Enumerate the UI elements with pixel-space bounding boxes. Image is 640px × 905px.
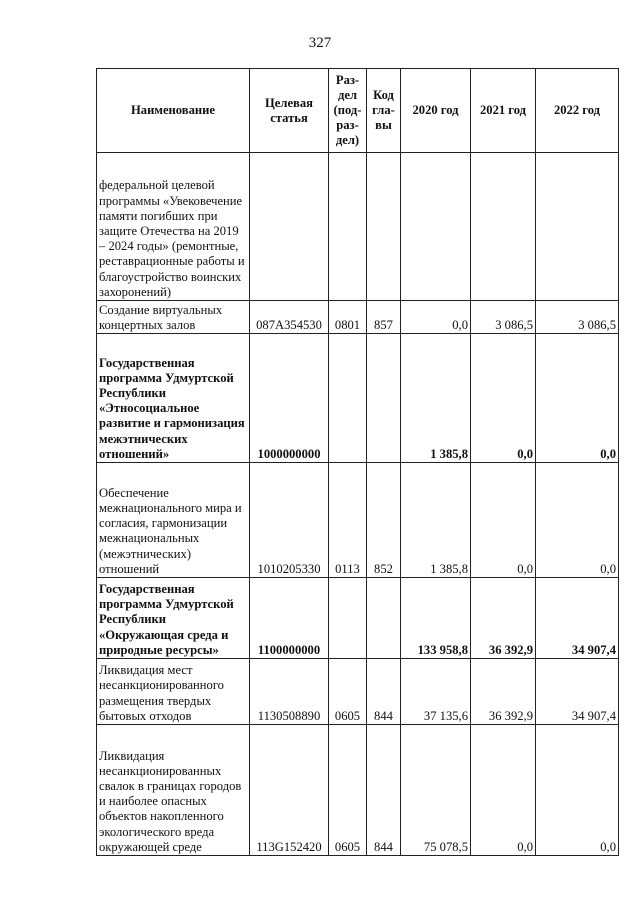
row-2021: 0,0 [471, 334, 536, 463]
row-name: Государственная программа Удмуртской Республики «Этносоциальное развитие и гармонизация межэтнических отношений» [97, 334, 250, 463]
row-name: Обеспечение межнационального мира и согласия, гармонизации межнациональных (межэтнических) отношений [97, 463, 250, 578]
row-section [329, 153, 367, 301]
col-header-section: Раз- дел (под- раз- дел) [329, 69, 367, 153]
col-header-chapter: Код гла- вы [367, 69, 401, 153]
col-header-2021: 2021 год [471, 69, 536, 153]
row-target: 1100000000 [250, 578, 329, 659]
row-section [329, 334, 367, 463]
row-name: Ликвидация мест несанкционированного размещения твердых бытовых отходов [97, 659, 250, 725]
row-2021: 0,0 [471, 463, 536, 578]
row-2022: 34 907,4 [536, 659, 619, 725]
row-2022: 3 086,5 [536, 301, 619, 334]
row-chapter: 857 [367, 301, 401, 334]
row-target: 1130508890 [250, 659, 329, 725]
row-2020: 133 958,8 [401, 578, 471, 659]
row-name: Государственная программа Удмуртской Республики «Окружающая среда и природные ресурсы» [97, 578, 250, 659]
row-chapter [367, 334, 401, 463]
row-name: Ликвидация несанкционированных свалок в границах городов и наиболее опасных объектов накопленного экологического вреда окружающей среде [97, 725, 250, 856]
row-2020: 1 385,8 [401, 463, 471, 578]
row-2020: 1 385,8 [401, 334, 471, 463]
table-row-program [97, 578, 619, 659]
row-name: Создание виртуальных концертных залов [97, 301, 250, 334]
row-2020 [401, 153, 471, 301]
table-row [97, 301, 619, 334]
row-2020: 37 135,6 [401, 659, 471, 725]
row-target [250, 153, 329, 301]
row-2022: 34 907,4 [536, 578, 619, 659]
col-header-2020: 2020 год [401, 69, 471, 153]
row-2022 [536, 153, 619, 301]
table-row [97, 463, 619, 578]
row-2021: 0,0 [471, 725, 536, 856]
row-2021: 3 086,5 [471, 301, 536, 334]
row-section: 0605 [329, 725, 367, 856]
row-chapter: 852 [367, 463, 401, 578]
table-row-program [97, 334, 619, 463]
table-header-row [97, 69, 619, 153]
row-chapter: 844 [367, 659, 401, 725]
col-header-target: Целевая статья [250, 69, 329, 153]
row-section: 0605 [329, 659, 367, 725]
row-2020: 75 078,5 [401, 725, 471, 856]
row-chapter [367, 153, 401, 301]
table-row [97, 659, 619, 725]
row-2022: 0,0 [536, 334, 619, 463]
page-number: 327 [308, 35, 332, 51]
row-chapter [367, 578, 401, 659]
table-row [97, 725, 619, 856]
row-target: 087A354530 [250, 301, 329, 334]
col-header-name: Наименование [97, 69, 250, 153]
table-row [97, 153, 619, 301]
row-section: 0801 [329, 301, 367, 334]
row-2021 [471, 153, 536, 301]
row-2021: 36 392,9 [471, 659, 536, 725]
row-chapter: 844 [367, 725, 401, 856]
row-name: федеральной целевой программы «Увековечение памяти погибших при защите Отечества на 2019 – 2024 годы» (ремонтные, реставрационные работы и благоустройство воинских захоронений) [97, 153, 250, 301]
row-target: 1000000000 [250, 334, 329, 463]
col-header-2022: 2022 год [536, 69, 619, 153]
row-2022: 0,0 [536, 463, 619, 578]
row-2020: 0,0 [401, 301, 471, 334]
budget-table [96, 68, 619, 856]
row-2021: 36 392,9 [471, 578, 536, 659]
row-target: 1010205330 [250, 463, 329, 578]
row-section: 0113 [329, 463, 367, 578]
row-section [329, 578, 367, 659]
row-2022: 0,0 [536, 725, 619, 856]
row-target: 113G152420 [250, 725, 329, 856]
